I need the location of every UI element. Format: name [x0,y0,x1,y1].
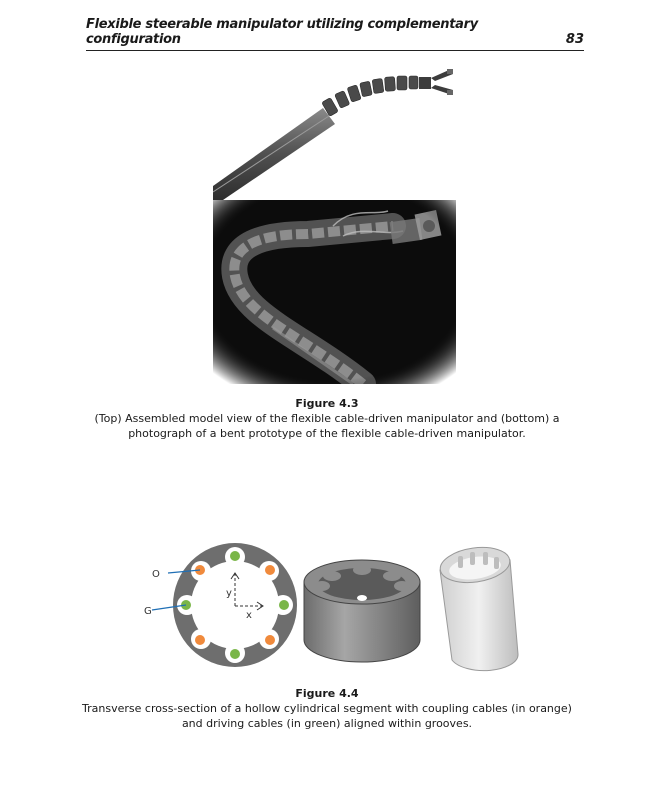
figure-4-4-label: Figure 4.4 [295,687,359,700]
figure-4-4-image [140,530,530,690]
y-axis-label: y [226,588,232,599]
running-title: Flexible steerable manipulator utilizing complementary configuration [86,17,478,47]
label-o: O [152,569,160,580]
label-g: G [144,606,152,617]
figure-4-4-text: Transverse cross-section of a hollow cylindrical segment with coupling cables (in orange) and driving cables (in green) aligned within grooves. [82,702,572,730]
x-axis-label: x [246,610,252,621]
figure-4-4-caption [70,686,584,731]
segment-tall-view [438,543,518,670]
figure-4-3-caption [70,396,584,441]
prototype-photo [213,200,456,384]
cross-section-diagram [144,543,297,667]
running-header [86,17,584,51]
segment-3d-view [304,560,420,662]
page-number: 83 [565,32,584,47]
cad-model [213,66,456,200]
figure-4-3-image [213,66,456,384]
figure-4-3-label: Figure 4.3 [295,397,359,410]
figure-4-3-text: (Top) Assembled model view of the flexible cable-driven manipulator and (bottom) a photograph of a bent prototype of the flexible cable-driven manipulator. [94,412,560,440]
